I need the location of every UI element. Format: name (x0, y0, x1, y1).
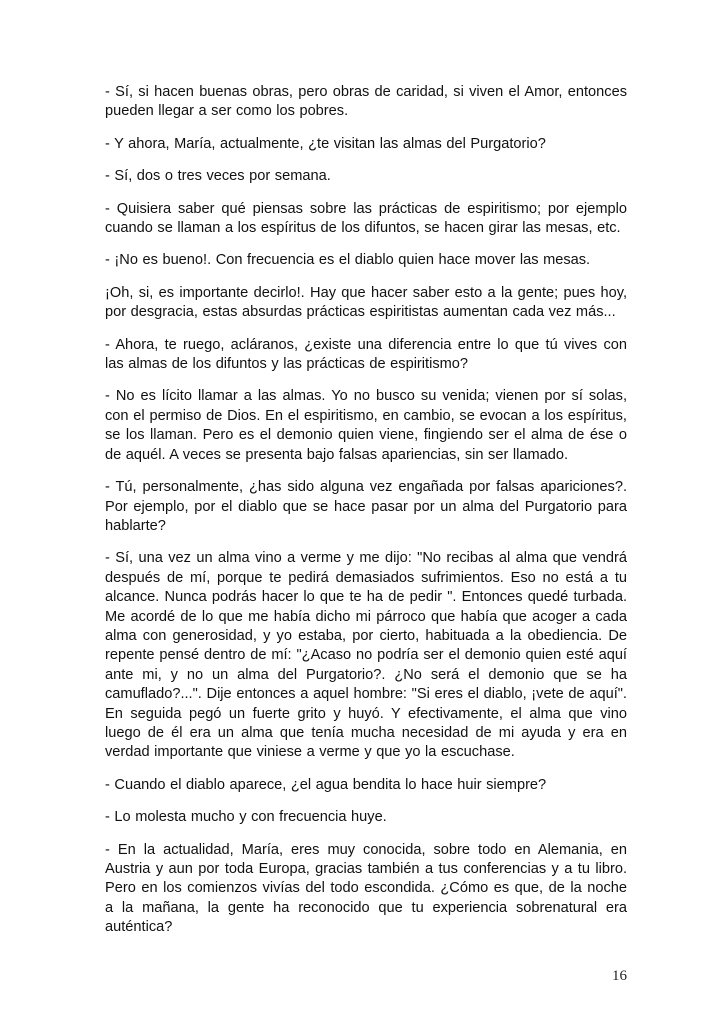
paragraph-2: - Y ahora, María, actualmente, ¿te visitan las almas del Purgatorio? (105, 135, 546, 152)
document-body (105, 83, 627, 951)
paragraph-1: - Sí, si hacen buenas obras, pero obras de caridad, si viven el Amor, entonces pueden llegar a ser como los pobres. (105, 84, 627, 120)
paragraph-12: - Lo molesta mucho y con frecuencia huye. (105, 809, 387, 826)
paragraph-7: - Ahora, te ruego, acláranos, ¿existe una diferencia entre lo que tú vives con las almas de los difuntos y las prácticas de espiritismo? (105, 336, 627, 373)
paragraph-5: - ¡No es bueno!. Con frecuencia es el diablo quien hace mover las mesas. (105, 252, 591, 269)
paragraph-4: - Quisiera saber qué piensas sobre las prácticas de espiritismo; por ejemplo cuando se llaman a los espíritus de los difuntos, se hacen girar las mesas, etc. (105, 200, 627, 237)
paragraph-10: - Sí, una vez un alma vino a verme y me dijo: "No recibas al alma que vendrá después de mí, porque te pedirá demasiados sufrimientos. Eso no está a tu alcance. Nunca podrás hacer lo que te ha de pedir ". Entonces quedé turbada. Me acordé de lo que me había dicho mi párroco que había que acoger a cada alma con generosidad, y yo estaba, por cierto, habituada a la obediencia. De repente pensé dentro de mí: "¿Acaso no podría ser el demonio quien esté aquí ante mi, y no un alma del Purgatorio?. ¿No será el demonio que se ha camuflado?...". Dije entonces a aquel hombre: "Si eres el diablo, ¡vete de aquí". En seguida pegó un fuerte grito y huyó. Y efectivamente, el alma que vino luego de él era un alma que tenía mucha necesidad de mi ayuda y era en verdad importante que viniese a verme y que yo la escuchase. (105, 550, 627, 761)
paragraph-3: - Sí, dos o tres veces por semana. (105, 168, 331, 185)
paragraph-11: - Cuando el diablo aparece, ¿el agua bendita lo hace huir siempre? (105, 776, 547, 793)
paragraph-8: - No es lícito llamar a las almas. Yo no busco su venida; vienen por sí solas, con el permiso de Dios. En el espiritismo, en cambio, se evocan a los espíritus, se los llaman. Pero es el demonio quien viene, fingiendo ser el alma de ése o de aquél. A veces se presenta bajo falsas apariencias, sin ser llamado. (105, 388, 627, 463)
page-number: 16 (612, 968, 627, 984)
paragraph-6: ¡Oh, si, es importante decirlo!. Hay que hacer saber esto a la gente; pues hoy, por desgracia, estas absurdas prácticas espiritistas aumentan cada vez más... (105, 284, 627, 321)
paragraph-13: - En la actualidad, María, eres muy conocida, sobre todo en Alemania, en Austria y aun por toda Europa, gracias también a tus conferencias y a tu libro. Pero en los comienzos vivías del todo escondida. ¿Cómo es que, de la noche a la mañana, la gente ha reconocido que tu experiencia sobrenatural era auténtica? (105, 841, 627, 936)
paragraph-9: - Tú, personalmente, ¿has sido alguna vez engañada por falsas apariciones?. Por ejemplo, por el diablo que se hace pasar por un alma del Purgatorio para hablarte? (105, 479, 627, 534)
